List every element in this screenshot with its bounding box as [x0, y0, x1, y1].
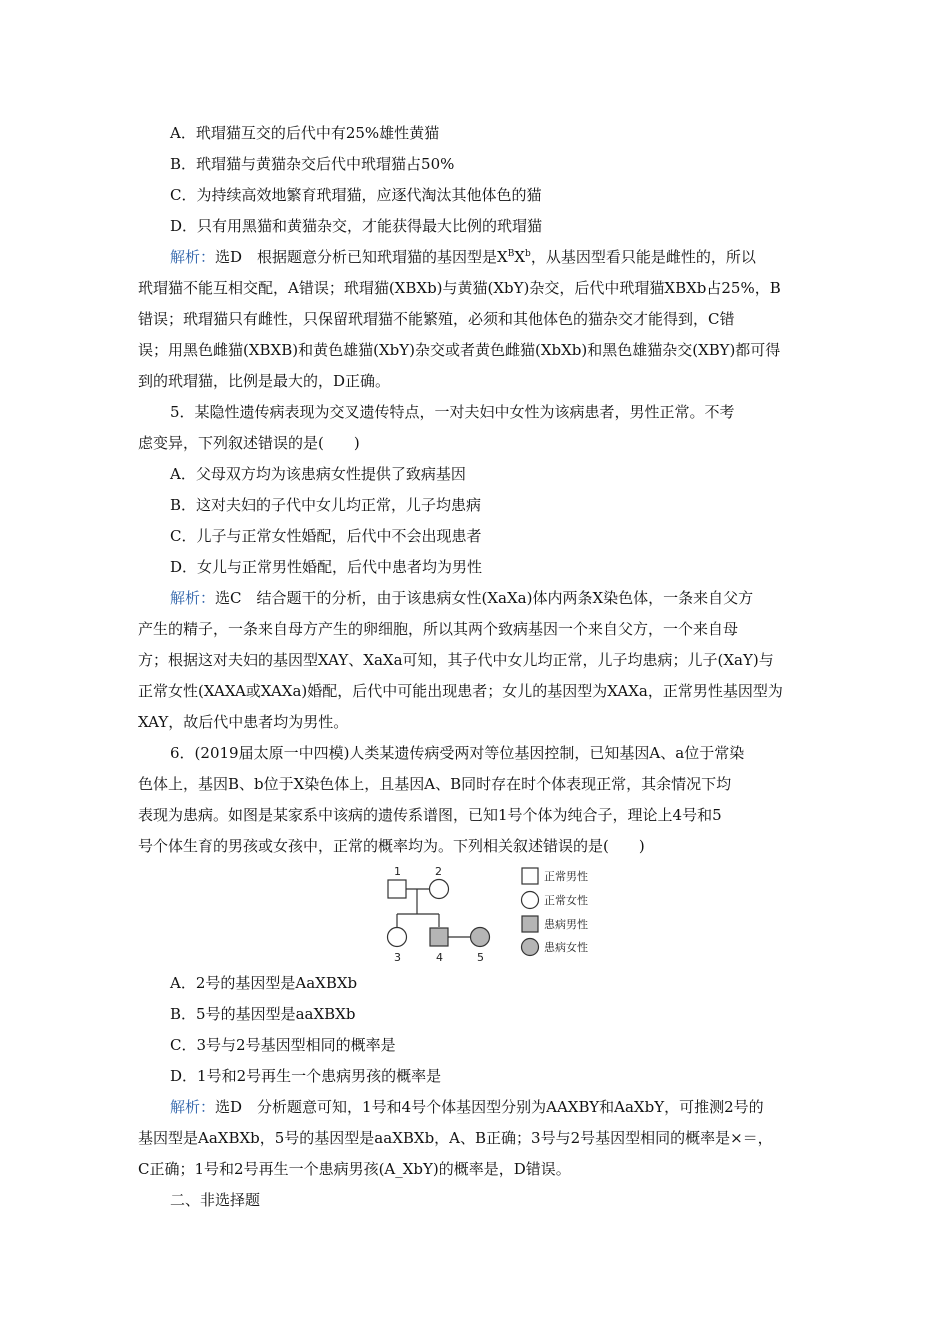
- q5-option-c: C．儿子与正常女性婚配，后代中不会出现患者: [170, 527, 482, 545]
- individual-1-normal-male: [388, 880, 406, 898]
- pedigree-label-3: 3: [394, 951, 401, 964]
- legend-normal-female-symbol: [522, 892, 539, 909]
- q4-option-c: C．为持续高效地繁育玳瑁猫，应逐代淘汰其他体色的猫: [170, 186, 542, 204]
- legend-normal-male-symbol: [522, 868, 538, 884]
- q6-option-a: A．2号的基因型是AaXBXb: [170, 974, 358, 992]
- legend-affected-female-symbol: [522, 939, 539, 956]
- q5-analysis-line-5: XAY，故后代中患者均为男性。: [138, 713, 349, 731]
- legend-affected-male-symbol: [522, 916, 538, 932]
- q5-analysis-line-2: 产生的精子，一条来自母方产生的卵细胞，所以其两个致病基因一个来自父方，一个来自母: [138, 620, 739, 638]
- q6-option-c: C．3号与2号基因型相同的概率是: [170, 1036, 396, 1054]
- q5-analysis-line-1: 解析：选C 结合题干的分析，由于该患病女性(XaXa)体内两条X染色体，一条来自父方: [170, 589, 754, 607]
- legend-normal-male: 正常男性: [544, 870, 588, 883]
- q6-analysis-line-1: 解析：选D 分析题意可知，1号和4号个体基因型分别为AAXBY和AaXbY，可推测2号的: [170, 1098, 764, 1116]
- q5-analysis-line-4: 正常女性(XAXA或XAXa)婚配，后代中可能出现患者；女儿的基因型为XAXa，正常男性基因型为: [138, 682, 783, 700]
- q4-analysis-line-1: 解析：选D 根据题意分析已知玳瑁猫的基因型是$X^BX^b$，从基因型看只能是雌性的，所以: [170, 248, 756, 266]
- individual-4-affected-male: [430, 928, 448, 946]
- pedigree-label-5: 5: [477, 951, 484, 964]
- q5-option-d: D．女儿与正常男性婚配，后代中患者均为男性: [170, 558, 483, 576]
- q5-stem-line-2: 虑变异，下列叙述错误的是( ): [138, 434, 360, 452]
- q4-option-a: A．玳瑁猫互交的后代中有25%雄性黄猫: [170, 124, 440, 142]
- pedigree-label-1: 1: [394, 865, 401, 878]
- pedigree-label-2: 2: [435, 865, 442, 878]
- q5-stem-line-1: 5．某隐性遗传病表现为交叉遗传特点，一对夫妇中女性为该病患者，男性正常。不考: [170, 403, 735, 421]
- q6-option-b: B．5号的基因型是aaXBXb: [170, 1005, 356, 1023]
- q5-analysis-line-3: 方；根据这对夫妇的基因型XAY、XaXa可知，其子代中女儿均正常，儿子均患病；儿子(XaY)与: [138, 651, 774, 669]
- analysis-label: 解析：: [170, 248, 216, 266]
- individual-5-affected-female: [471, 928, 490, 947]
- analysis-label: 解析：: [170, 1098, 216, 1116]
- q4-option-d: D．只有用黑猫和黄猫杂交，才能获得最大比例的玳瑁猫: [170, 217, 543, 235]
- q4-analysis-line-2: 玳瑁猫不能互相交配，A错误；玳瑁猫(XBXb)与黄猫(XbY)杂交，后代中玳瑁猫XBXb占25%，B: [138, 279, 781, 297]
- legend-affected-male: 患病男性: [544, 918, 588, 931]
- q4-analysis-line-3: 错误；玳瑁猫只有雌性，只保留玳瑁猫不能繁殖，必须和其他体色的猫杂交才能得到，C错: [138, 310, 735, 328]
- legend-normal-female: 正常女性: [544, 894, 588, 907]
- section-heading: 二、非选择题: [170, 1191, 261, 1209]
- q6-analysis-line-3: C正确；1号和2号再生一个患病男孩(A_XbY)的概率是，D错误。: [138, 1160, 571, 1178]
- individual-2-normal-female: [430, 880, 449, 899]
- q4-analysis-line-4: 误；用黑色雌猫(XBXB)和黄色雄猫(XbY)杂交或者黄色雌猫(XbXb)和黑色雄猫杂交(XBY)都可得: [138, 341, 781, 359]
- q6-stem-line-2: 色体上，基因B、b位于X染色体上，且基因A、B同时存在时个体表现正常，其余情况下均: [138, 775, 732, 793]
- q6-stem-line-3: 表现为患病。如图是某家系中该病的遗传系谱图，已知1号个体为纯合子，理论上4号和5: [138, 806, 722, 824]
- q4-analysis-line-5: 到的玳瑁猫，比例是最大的，D正确。: [138, 372, 391, 390]
- q6-analysis-line-2: 基因型是AaXBXb，5号的基因型是aaXBXb，A、B正确；3号与2号基因型相同的概率是×＝，: [138, 1129, 773, 1147]
- q6-stem-line-1: 6．(2019届太原一中四模)人类某遗传病受两对等位基因控制，已知基因A、a位于常染: [170, 744, 745, 762]
- individual-3-normal-female: [388, 928, 407, 947]
- q5-option-a: A．父母双方均为该患病女性提供了致病基因: [170, 465, 466, 483]
- q4-option-b: B．玳瑁猫与黄猫杂交后代中玳瑁猫占50%: [170, 155, 455, 173]
- q6-stem-line-4: 号个体生育的男孩或女孩中，正常的概率均为。下列相关叙述错误的是( ): [138, 837, 645, 855]
- q5-option-b: B．这对夫妇的子代中女儿均正常，儿子均患病: [170, 496, 482, 514]
- q6-option-d: D．1号和2号再生一个患病男孩的概率是: [170, 1067, 442, 1085]
- legend-affected-female: 患病女性: [544, 941, 588, 954]
- pedigree-diagram: [372, 860, 612, 965]
- pedigree-label-4: 4: [436, 951, 443, 964]
- analysis-label: 解析：: [170, 589, 216, 607]
